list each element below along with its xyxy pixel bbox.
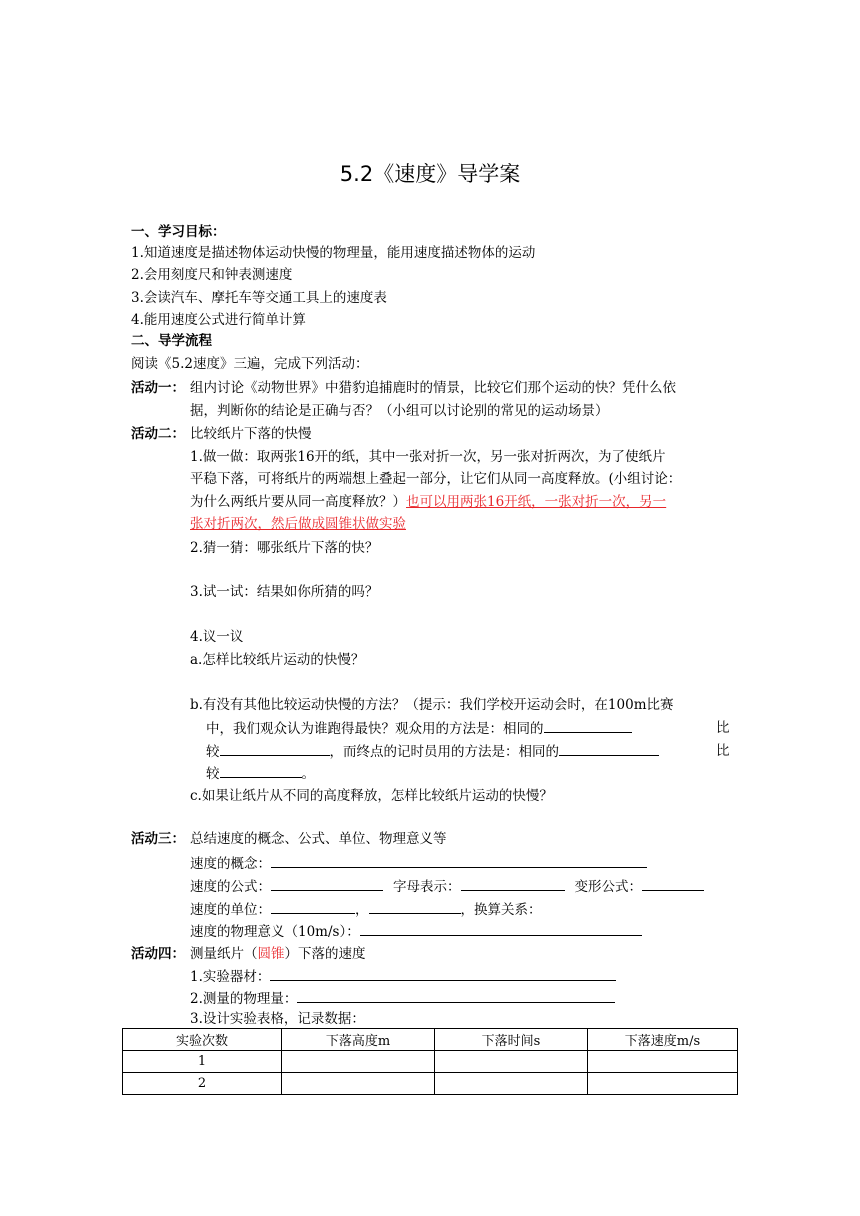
speed-meaning-label: 速度的物理意义（10m/s）： [190,924,360,940]
table-header-row [123,1029,738,1051]
activity-2-step1-line2: 平稳下落，可将纸片的两端想上叠起一部分，让它们从同一高度释放。(小组讨论： [190,471,682,487]
header-fall-time: 下落时间s [435,1029,588,1051]
activity-2-step4b-line4 [206,763,315,784]
speed-unit-label: 速度的单位： [190,902,271,918]
speed-concept-blank[interactable] [271,853,647,868]
activity-2-step3: 3.试一试：结果如你所猜的吗？ [190,584,379,600]
activity-2-step1-line1: 1.做一做：取两张16开的纸，其中一张对折一次，另一张对折两次，为了使纸片 [190,449,666,465]
objective-2: 2.会用刻度尺和钟表测速度 [131,267,293,283]
teacher-note-red-1: 也可以用两张16开纸，一张对折一次，另一 [406,494,667,510]
height-cell[interactable] [282,1073,435,1095]
activity-2-step4b-line3 [206,741,659,762]
table-instruction: 3.设计实验表格，记录数据： [190,1011,365,1027]
cone-highlight: 圆锥 [257,946,285,962]
speed-formula-row [190,876,704,897]
quantities-label: 2.测量的物理量： [190,991,298,1007]
activity-1-text-line2: 据，判断你的结论是正确与否？（小组可以讨论别的常见的运动场景） [190,403,609,419]
speed-cell[interactable] [588,1051,738,1073]
speed-unit-blank-2[interactable] [369,899,461,914]
activity-2-step4a: a.怎样比较纸片运动的快慢？ [190,652,365,668]
activity-2-label: 活动二： [131,426,185,442]
activity-2-step4c: c.如果让纸片从不同的高度释放，怎样比较纸片运动的快慢？ [190,788,553,804]
activity-4-title-pre: 测量纸片（ [190,946,258,962]
activity-1-label: 活动一： [131,380,185,396]
timer-method-text: ，而终点的记时员用的方法是：相同的 [329,744,559,760]
trial-number-cell: 1 [123,1051,282,1073]
activity-2-step4: 4.议一议 [190,629,244,645]
activity-2-step2: 2.猜一猜：哪张纸片下落的快？ [190,540,379,556]
time-cell[interactable] [435,1073,588,1095]
objective-3: 3.会读汽车、摩托车等交通工具上的速度表 [131,290,387,306]
variant-formula-label: 变形公式： [574,879,642,895]
spectator-compare-blank[interactable] [220,741,330,756]
objective-1: 1.知道速度是描述物体运动快慢的物理量，能用速度描述物体的运动 [131,245,536,261]
speed-formula-label: 速度的公式： [190,879,271,895]
reading-instruction: 阅读《5.2速度》三遍，完成下列活动： [131,356,369,372]
speed-formula-blank[interactable] [271,876,383,891]
activity-2-step4b-line2 [206,718,632,739]
header-fall-speed: 下落速度m/s [588,1029,738,1051]
section-1-heading: 一、学习目标： [131,224,226,240]
quantities-row [190,988,615,1009]
activity-3-label: 活动三： [131,831,185,847]
teacher-note-red-2: 张对折两次，然后做成圆锥状做实验 [190,516,406,532]
compare-word-2: 较 [206,744,220,760]
comma: ， [355,902,369,918]
speed-meaning-row [190,921,642,942]
time-cell[interactable] [435,1051,588,1073]
page-title: 5.2《速度》导学案 [339,162,521,186]
spectator-method-text: 中，我们观众认为谁跑得最快？观众用的方法是：相同的 [206,721,544,737]
activity-1-text-line1: 组内讨论《动物世界》中猎豹追捕鹿时的情景，比较它们那个运动的快？凭什么依 [190,380,676,396]
objective-4: 4.能用速度公式进行简单计算 [131,312,306,328]
compare-word-4: 较 [206,766,220,782]
conversion-label: ，换算关系： [460,902,542,918]
variant-formula-blank[interactable] [642,876,704,891]
header-fall-height: 下落高度m [282,1029,435,1051]
speed-cell[interactable] [588,1073,738,1095]
activity-2-step1-line3 [190,492,666,512]
trial-number-cell: 2 [123,1073,282,1095]
speed-concept-label: 速度的概念： [190,856,271,872]
letter-notation-label: 字母表示： [393,879,461,895]
discussion-question: 为什么两纸片要从同一高度释放？） [190,494,406,510]
table-row [123,1051,738,1073]
equipment-row [190,966,616,987]
letter-notation-blank[interactable] [461,876,565,891]
activity-4-title-post: ）下落的速度 [284,946,366,962]
timer-compare-blank[interactable] [220,763,302,778]
spectator-same-blank[interactable] [544,718,632,733]
speed-unit-blank-1[interactable] [271,899,355,914]
compare-word-1: 比 [716,720,730,736]
activity-2-title: 比较纸片下落的快慢 [190,426,312,442]
activity-2-step4b-line1: b.有没有其他比较运动快慢的方法？（提示：我们学校开运动会时，在100m比赛 [190,697,674,713]
data-table [122,1028,738,1095]
speed-unit-row [190,899,542,920]
activity-3-title: 总结速度的概念、公式、单位、物理意义等 [190,831,447,847]
height-cell[interactable] [282,1051,435,1073]
speed-meaning-blank[interactable] [360,921,642,936]
timer-same-blank[interactable] [559,741,659,756]
section-2-heading: 二、导学流程 [131,333,212,349]
activity-4-label: 活动四： [131,946,185,962]
table-row [123,1073,738,1095]
equipment-label: 1.实验器材： [190,969,271,985]
period-mark: 。 [301,766,315,782]
quantities-blank[interactable] [297,988,615,1003]
compare-word-3: 比 [716,743,730,759]
equipment-blank[interactable] [270,966,616,981]
activity-4-title [190,944,366,964]
header-trial-number: 实验次数 [123,1029,282,1051]
speed-concept-row [190,853,647,874]
